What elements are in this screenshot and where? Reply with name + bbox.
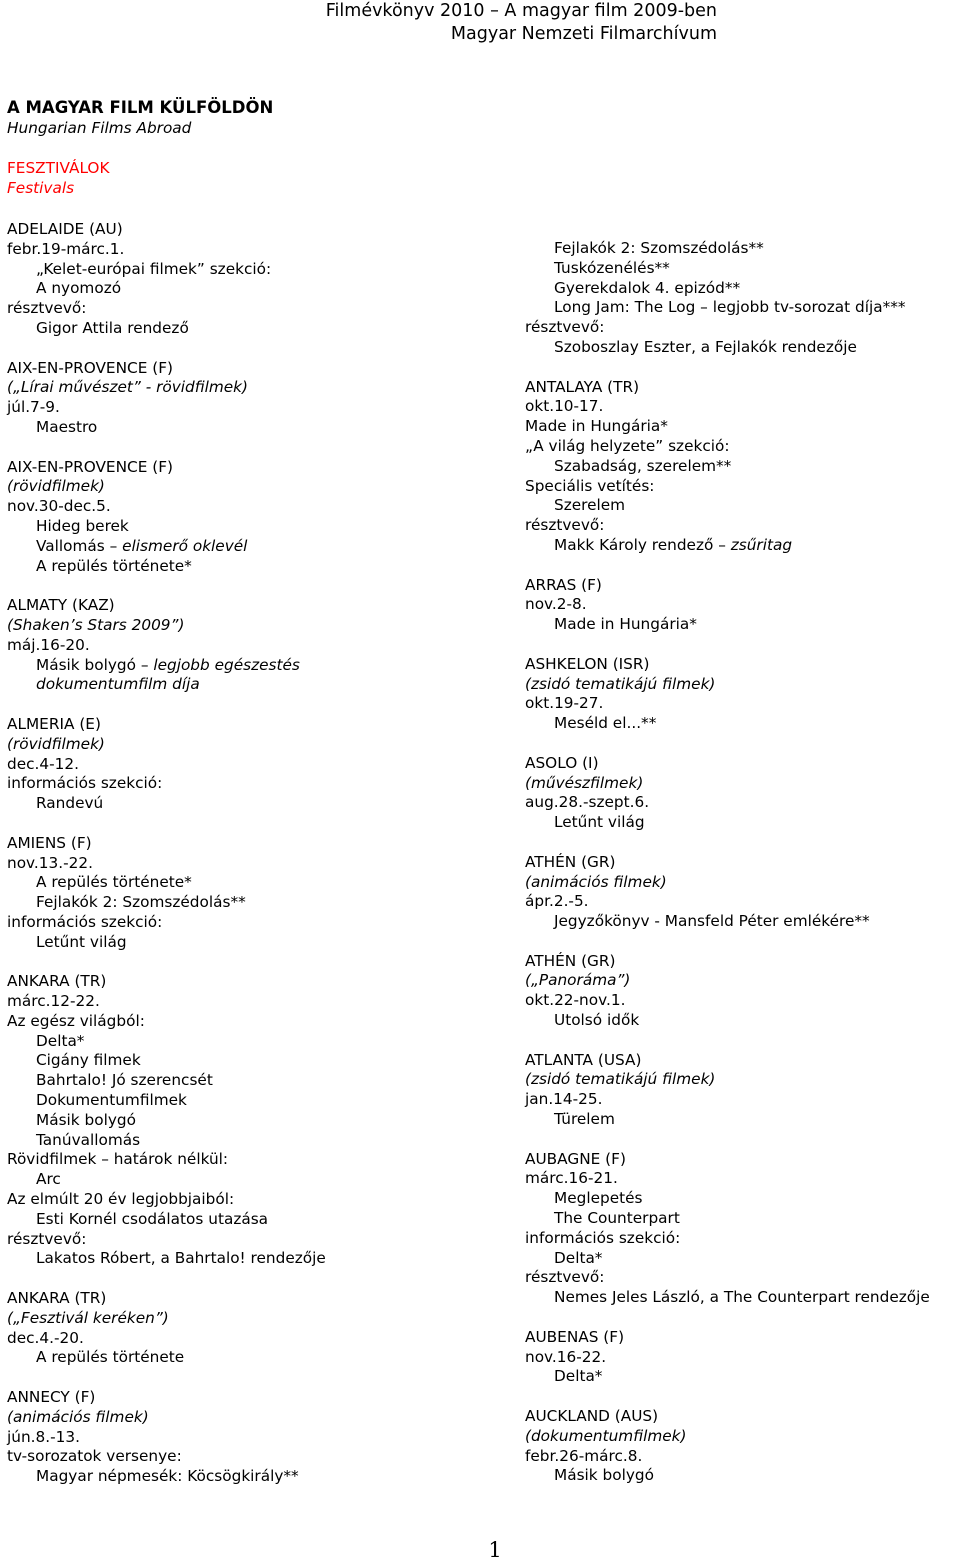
text-line	[7, 1190, 452, 1210]
line-text: Speciális vetítés:	[525, 476, 655, 495]
line-text: dokumentumfilm díja	[36, 675, 200, 694]
text-line	[525, 259, 960, 279]
right-column	[525, 239, 960, 1486]
line-text: nov.13.-22.	[7, 853, 93, 872]
line-text: febr.26-márc.8.	[525, 1446, 643, 1465]
line-text: Rövidfilmek – határok nélkül:	[7, 1150, 229, 1169]
text-line	[7, 616, 452, 636]
blank-line	[7, 1269, 452, 1289]
text-line	[7, 378, 452, 398]
blank-line	[525, 932, 960, 952]
text-line	[525, 1169, 960, 1189]
line-text: okt.22-nov.1.	[525, 991, 626, 1010]
blank-line	[525, 1308, 960, 1328]
line-emphasis: zsűritag	[730, 535, 793, 554]
line-text: jan.14-25.	[525, 1090, 603, 1109]
text-line	[7, 458, 452, 478]
text-line	[525, 991, 960, 1011]
text-line	[525, 1348, 960, 1368]
line-text: Long Jam: The Log – legjobb tv-sorozat díja***	[554, 298, 906, 317]
text-line	[7, 1012, 452, 1032]
text-line	[525, 853, 960, 873]
line-text: Meséld el...**	[554, 714, 657, 733]
line-text: márc.12-22.	[7, 992, 100, 1011]
line-text: okt.10-17.	[525, 397, 604, 416]
text-line	[7, 240, 452, 260]
line-text: nov.2-8.	[525, 595, 587, 614]
line-text: résztvevő:	[525, 318, 605, 337]
text-line	[7, 636, 452, 656]
line-text: Szoboszlay Eszter, a Fejlakók rendezője	[554, 337, 857, 356]
line-text: résztvevő:	[525, 516, 605, 535]
text-line	[525, 1249, 960, 1269]
text-line	[525, 1447, 960, 1467]
text-line	[7, 774, 452, 794]
text-line	[525, 595, 960, 615]
blank-line	[525, 734, 960, 754]
title-block	[7, 98, 273, 198]
text-line	[7, 1249, 452, 1269]
text-line	[7, 497, 452, 517]
line-text: A repülés története*	[36, 873, 192, 892]
line-text: ANNECY (F)	[7, 1388, 96, 1407]
text-line	[525, 1328, 960, 1348]
line-text: Gyerekdalok 4. epizód**	[554, 278, 741, 297]
line-text: AUBAGNE (F)	[525, 1149, 626, 1168]
line-text: Az elmúlt 20 év legjobbjaiból:	[7, 1190, 235, 1209]
line-text: résztvevő:	[525, 1268, 605, 1287]
line-text: Szabadság, szerelem**	[554, 456, 732, 475]
line-text: nov.30-dec.5.	[7, 497, 111, 516]
line-text: információs szekció:	[525, 1228, 681, 1247]
line-text: Arc	[36, 1170, 61, 1189]
text-line	[7, 418, 452, 438]
text-line	[7, 1388, 452, 1408]
line-text: (rövidfilmek)	[7, 734, 105, 753]
line-text: ASOLO (I)	[525, 753, 599, 772]
spacer	[7, 138, 273, 158]
text-line	[7, 1032, 452, 1052]
text-line	[7, 279, 452, 299]
text-line	[7, 755, 452, 775]
line-text: AIX-EN-PROVENCE (F)	[7, 457, 173, 476]
line-text: Randevú	[36, 794, 104, 813]
line-text: Made in Hungária*	[525, 417, 668, 436]
line-text: Nemes Jeles László, a The Counterpart rendezője	[554, 1288, 930, 1307]
text-line	[525, 1189, 960, 1209]
text-line	[525, 754, 960, 774]
line-text: Az egész világból:	[7, 1011, 145, 1030]
line-text: (zsidó tematikájú filmek)	[525, 1070, 716, 1089]
line-text: Makk Károly rendező –	[554, 535, 731, 554]
blank-line	[7, 952, 452, 972]
text-line	[7, 1348, 452, 1368]
line-text: ANKARA (TR)	[7, 1289, 107, 1308]
line-text: („Lírai művészet” - rövidfilmek)	[7, 378, 249, 397]
text-line	[525, 714, 960, 734]
line-text: Másik bolygó	[554, 1466, 654, 1485]
document-title: A MAGYAR FILM KÜLFÖLDÖN	[7, 98, 274, 117]
line-text: Letűnt világ	[554, 813, 645, 832]
line-text: (animációs filmek)	[525, 872, 667, 891]
line-text: Jegyzőkönyv - Mansfeld Péter emlékére**	[554, 912, 870, 931]
text-line	[525, 813, 960, 833]
text-line	[525, 496, 960, 516]
text-line	[525, 1229, 960, 1249]
line-text: A repülés története	[36, 1348, 185, 1367]
line-text: (zsidó tematikájú filmek)	[525, 674, 716, 693]
line-text: „Kelet-európai filmek” szekció:	[36, 259, 272, 278]
text-line	[7, 398, 452, 418]
line-text: Tuskózenélés**	[554, 258, 670, 277]
line-text: AIX-EN-PROVENCE (F)	[7, 358, 173, 377]
line-emphasis: legjobb egészestés	[153, 655, 300, 674]
line-text: információs szekció:	[7, 912, 163, 931]
text-line	[525, 1288, 960, 1308]
document-subtitle: Hungarian Films Abroad	[7, 119, 192, 137]
text-line	[7, 893, 452, 913]
line-text: Szerelem	[554, 496, 626, 515]
line-text: Tanúvallomás	[36, 1130, 141, 1149]
blank-line	[7, 438, 452, 458]
line-text: AUCKLAND (AUS)	[525, 1407, 659, 1426]
line-text: Lakatos Róbert, a Bahrtalo! rendezője	[36, 1249, 326, 1268]
line-text: („Fesztivál keréken”)	[7, 1308, 169, 1327]
blank-line	[525, 1031, 960, 1051]
line-text: Made in Hungária*	[554, 615, 697, 634]
text-line	[525, 378, 960, 398]
line-text: dec.4.-20.	[7, 1328, 84, 1347]
text-line	[525, 1367, 960, 1387]
header-title: Filmévkönyv 2010 – A magyar film 2009-ben	[325, 1, 717, 21]
line-text: Türelem	[554, 1110, 615, 1129]
text-line	[525, 298, 960, 318]
line-text: Letűnt világ	[36, 932, 127, 951]
text-line	[525, 1090, 960, 1110]
text-line	[525, 1110, 960, 1130]
line-text: A nyomozó	[36, 279, 122, 298]
text-line	[7, 1329, 452, 1349]
line-text: Cigány filmek	[36, 1051, 141, 1070]
section-subheading: Festivals	[7, 178, 75, 197]
text-line	[7, 319, 452, 339]
text-line	[7, 260, 452, 280]
text-line	[7, 1170, 452, 1190]
line-text: („Panoráma”)	[525, 971, 631, 990]
text-line	[525, 1051, 960, 1071]
text-line	[525, 912, 960, 932]
line-text: Bahrtalo! Jó szerencsét	[36, 1071, 213, 1090]
blank-line	[7, 339, 452, 359]
text-line	[7, 1150, 452, 1170]
line-text: Delta*	[554, 1367, 603, 1386]
line-text: ARRAS (F)	[525, 575, 602, 594]
line-text: A repülés története*	[36, 556, 192, 575]
blank-line	[525, 1130, 960, 1150]
line-text: Meglepetés	[554, 1189, 643, 1208]
text-line	[7, 794, 452, 814]
blank-line	[525, 556, 960, 576]
text-line	[7, 992, 452, 1012]
line-text: tv-sorozatok versenye:	[7, 1447, 182, 1466]
left-column	[7, 220, 452, 1487]
line-text: aug.28.-szept.6.	[525, 793, 650, 812]
text-line	[7, 933, 452, 953]
line-text: Vallomás –	[36, 536, 123, 555]
text-line	[525, 338, 960, 358]
text-line	[7, 1071, 452, 1091]
line-text: ATHÉN (GR)	[525, 852, 616, 871]
line-text: (Shaken’s Stars 2009”)	[7, 615, 185, 634]
blank-line	[7, 814, 452, 834]
line-text: információs szekció:	[7, 774, 163, 793]
text-line	[7, 557, 452, 577]
text-line	[7, 675, 452, 695]
line-text: „A világ helyzete” szekció:	[525, 436, 730, 455]
text-line	[525, 615, 960, 635]
line-text: máj.16-20.	[7, 635, 90, 654]
text-line	[7, 1467, 452, 1487]
line-text: Maestro	[36, 417, 98, 436]
text-line	[525, 1209, 960, 1229]
blank-line	[7, 695, 452, 715]
text-line	[525, 516, 960, 536]
text-line	[525, 1407, 960, 1427]
text-line	[7, 1230, 452, 1250]
line-text: Utolsó idők	[554, 1011, 640, 1030]
text-line	[7, 477, 452, 497]
line-text: ALMERIA (E)	[7, 714, 101, 733]
text-line	[7, 873, 452, 893]
line-text: Fejlakók 2: Szomszédolás**	[554, 239, 764, 257]
line-text: (animációs filmek)	[7, 1407, 149, 1426]
line-text: Dokumentumfilmek	[36, 1091, 187, 1110]
text-line	[7, 1309, 452, 1329]
text-line	[7, 715, 452, 735]
text-line	[525, 1011, 960, 1031]
line-text: (dokumentumfilmek)	[525, 1426, 687, 1445]
line-text: ápr.2.-5.	[525, 892, 589, 911]
line-text: Másik bolygó –	[36, 655, 154, 674]
text-line	[525, 675, 960, 695]
text-line	[525, 1150, 960, 1170]
line-text: Fejlakók 2: Szomszédolás**	[36, 893, 246, 912]
text-line	[7, 220, 452, 240]
line-text: Magyar népmesék: Köcsögkirály**	[36, 1467, 299, 1486]
text-line	[7, 913, 452, 933]
header-subtitle: Magyar Nemzeti Filmarchívum	[450, 24, 717, 44]
text-line	[525, 417, 960, 437]
line-text: Hideg berek	[36, 516, 129, 535]
line-text: jún.8.-13.	[7, 1427, 80, 1446]
text-line	[525, 655, 960, 675]
text-line	[7, 517, 452, 537]
page-number: 1	[488, 1538, 502, 1562]
line-text: (művészfilmek)	[525, 773, 644, 792]
text-line	[7, 359, 452, 379]
text-line	[525, 457, 960, 477]
text-line	[525, 576, 960, 596]
text-line	[525, 1070, 960, 1090]
blank-line	[525, 635, 960, 655]
text-line	[525, 279, 960, 299]
text-line	[7, 1447, 452, 1467]
line-text: AMIENS (F)	[7, 833, 92, 852]
line-text: ADELAIDE (AU)	[7, 220, 123, 238]
line-text: The Counterpart	[554, 1209, 680, 1228]
line-text: ANTALAYA (TR)	[525, 377, 640, 396]
text-line	[7, 1111, 452, 1131]
text-line	[7, 972, 452, 992]
text-line	[525, 477, 960, 497]
line-text: júl.7-9.	[7, 398, 60, 417]
line-text: Esti Kornél csodálatos utazása	[36, 1209, 269, 1228]
blank-line	[525, 1387, 960, 1407]
text-line	[7, 596, 452, 616]
text-line	[7, 1210, 452, 1230]
text-line	[525, 694, 960, 714]
text-line	[525, 536, 960, 556]
page-header	[17, 0, 717, 46]
text-line	[525, 892, 960, 912]
text-line	[7, 1289, 452, 1309]
line-text: okt.19-27.	[525, 694, 604, 713]
line-text: márc.16-21.	[525, 1169, 618, 1188]
line-text: résztvevő:	[7, 299, 87, 318]
line-text: Delta*	[554, 1248, 603, 1267]
line-text: ASHKELON (ISR)	[525, 654, 650, 673]
text-line	[525, 1427, 960, 1447]
text-line	[525, 437, 960, 457]
line-text: dec.4-12.	[7, 754, 79, 773]
text-line	[7, 299, 452, 319]
line-text: Gigor Attila rendező	[36, 318, 189, 337]
blank-line	[7, 576, 452, 596]
blank-line	[525, 833, 960, 853]
text-line	[525, 952, 960, 972]
text-line	[7, 656, 452, 676]
blank-line	[525, 358, 960, 378]
text-line	[7, 735, 452, 755]
text-line	[7, 1428, 452, 1448]
text-line	[525, 774, 960, 794]
text-line	[525, 1466, 960, 1486]
text-line	[7, 1131, 452, 1151]
line-text: résztvevő:	[7, 1229, 87, 1248]
line-text: ALMATY (KAZ)	[7, 596, 115, 615]
text-line	[525, 318, 960, 338]
line-text: (rövidfilmek)	[7, 477, 105, 496]
line-text: AUBENAS (F)	[525, 1327, 625, 1346]
line-text: ATLANTA (USA)	[525, 1050, 642, 1069]
text-line	[525, 873, 960, 893]
line-text: ATHÉN (GR)	[525, 951, 616, 970]
line-text: nov.16-22.	[525, 1347, 607, 1366]
text-line	[525, 793, 960, 813]
text-line	[7, 537, 452, 557]
text-line	[7, 854, 452, 874]
text-line	[525, 1268, 960, 1288]
text-line	[525, 239, 960, 259]
text-line	[7, 1091, 452, 1111]
blank-line	[7, 1368, 452, 1388]
line-text: febr.19-márc.1.	[7, 239, 125, 258]
line-text: Delta*	[36, 1031, 85, 1050]
text-line	[7, 1051, 452, 1071]
text-line	[525, 397, 960, 417]
text-line	[7, 1408, 452, 1428]
line-text: Másik bolygó	[36, 1110, 136, 1129]
line-emphasis: elismerő oklevél	[122, 536, 248, 555]
line-text: ANKARA (TR)	[7, 972, 107, 991]
section-heading: FESZTIVÁLOK	[7, 158, 110, 177]
text-line	[525, 971, 960, 991]
text-line	[7, 834, 452, 854]
